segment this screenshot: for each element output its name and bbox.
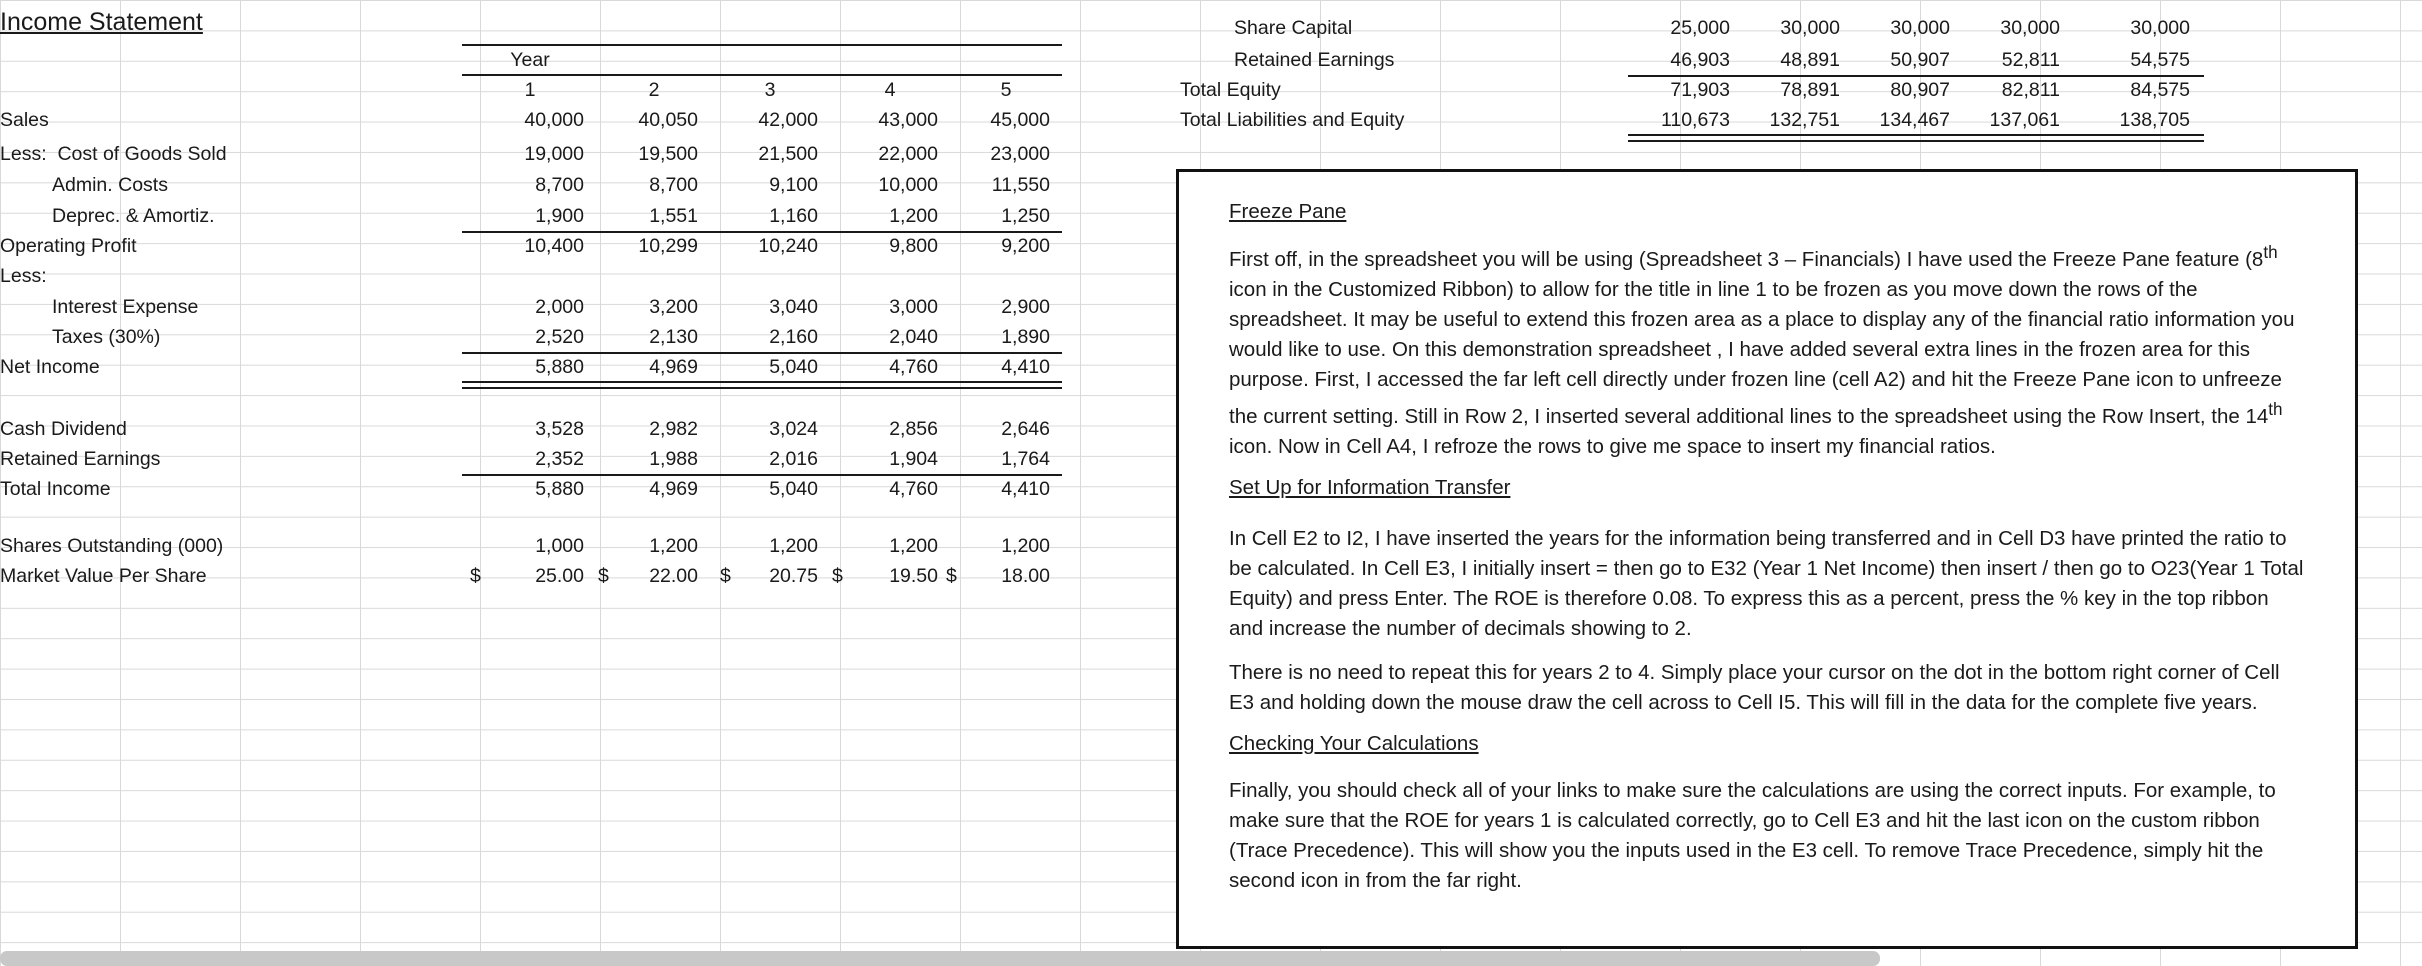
market-value-y2[interactable]: 22.00	[649, 565, 698, 587]
year-2: 2	[648, 79, 660, 101]
admin-y1[interactable]: 8,700	[535, 174, 584, 196]
interest-y4[interactable]: 3,000	[889, 296, 938, 318]
total-equity-y4[interactable]: 82,811	[2001, 79, 2060, 101]
label-total-equity: Total Equity	[1180, 79, 1281, 101]
retained-earnings-y3[interactable]: 2,016	[769, 448, 818, 470]
heading-freeze-pane: Freeze Pane	[1229, 200, 1347, 223]
year-3: 3	[764, 79, 776, 101]
year-1: 1	[524, 79, 536, 101]
market-value-y3[interactable]: 20.75	[769, 565, 818, 587]
net-income-top-border	[462, 352, 1062, 354]
total-liab-equity-y5[interactable]: 138,705	[2119, 109, 2190, 131]
share-capital-y3[interactable]: 30,000	[1890, 17, 1950, 39]
net-income-y5[interactable]: 4,410	[1001, 356, 1050, 378]
year-4: 4	[884, 79, 896, 101]
deprec-y5[interactable]: 1,250	[1001, 205, 1050, 227]
deprec-y2[interactable]: 1,551	[649, 205, 698, 227]
label-retained-earnings: Retained Earnings	[0, 448, 161, 470]
p1-part2: icon in the Customized Ribbon) to allow for the title in line 1 to be frozen as you move down the rows of the spreadsheet. It may be useful to extend this frozen area as a place to display any of the financial ratio information you would like to use. On this demonstration spreadsheet , I have added several extra lines in the frozen area for this purpose. First, I accessed the far left cell directly under frozen line (cell A2) and hit the Freeze Pane icon to unfreeze the current setting. Still in Row 2, I inserted several additional lines to the spreadsheet using the Row Insert, the 14	[1229, 277, 2295, 428]
sales-y3[interactable]: 42,000	[758, 109, 818, 131]
share-capital-y4[interactable]: 30,000	[2000, 17, 2060, 39]
total-liab-equity-y1[interactable]: 110,673	[1660, 109, 1730, 131]
paragraph-freeze-pane	[1229, 238, 2305, 462]
cash-dividend-y1[interactable]: 3,528	[535, 418, 584, 440]
header-top-border	[462, 44, 1062, 46]
shares-outstanding-y4[interactable]: 1,200	[889, 535, 938, 557]
bs-retained-earnings-y3[interactable]: 50,907	[1890, 49, 1950, 71]
total-income-y5[interactable]: 4,410	[1001, 478, 1050, 500]
cash-dividend-y4[interactable]: 2,856	[889, 418, 938, 440]
admin-y2[interactable]: 8,700	[649, 174, 698, 196]
currency-symbol-y4: $	[832, 565, 843, 587]
label-sales: Sales	[0, 109, 49, 131]
heading-info-transfer: Set Up for Information Transfer	[1229, 475, 1511, 499]
label-admin: Admin. Costs	[52, 174, 168, 196]
net-income-y3[interactable]: 5,040	[769, 356, 818, 378]
market-value-y5[interactable]: 18.00	[1001, 565, 1050, 587]
sales-y1[interactable]: 40,000	[524, 109, 584, 131]
admin-y3[interactable]: 9,100	[769, 174, 818, 196]
net-income-y2[interactable]: 4,969	[649, 356, 698, 378]
retained-earnings-y1[interactable]: 2,352	[535, 448, 584, 470]
net-income-double-border	[462, 381, 1062, 389]
label-net-income: Net Income	[0, 356, 100, 378]
interest-y3[interactable]: 3,040	[769, 296, 818, 318]
total-liab-equity-double-border	[1628, 134, 2204, 142]
label-operating-profit: Operating Profit	[0, 235, 137, 257]
total-equity-border	[1628, 75, 2204, 77]
p1-sup1: th	[2263, 243, 2278, 262]
total-income-border	[462, 474, 1062, 476]
taxes-y3[interactable]: 2,160	[769, 326, 818, 348]
interest-y2[interactable]: 3,200	[649, 296, 698, 318]
cogs-y2[interactable]: 19,500	[638, 143, 698, 165]
taxes-y4[interactable]: 2,040	[889, 326, 938, 348]
shares-outstanding-y1[interactable]: 1,000	[535, 535, 584, 557]
currency-symbol-y5: $	[946, 565, 957, 587]
operating-profit-border	[462, 231, 1062, 233]
p1-part1: First off, in the spreadsheet you will be using (Spreadsheet 3 – Financials) I have used the Freeze Pane feature (8	[1229, 247, 2264, 271]
share-capital-y2[interactable]: 30,000	[1780, 17, 1840, 39]
share-capital-y1[interactable]: 25,000	[1670, 17, 1730, 39]
total-income-y2[interactable]: 4,969	[649, 478, 698, 500]
p1-sup2: th	[2268, 399, 2283, 419]
label-bs-retained-earnings: Retained Earnings	[1234, 49, 1395, 71]
total-income-y4[interactable]: 4,760	[889, 478, 938, 500]
paragraph-fill-years: There is no need to repeat this for years 2 to 4. Simply place your cursor on the dot in the bottom right corner of Cell E3 and holding down the mouse draw the cell across to Cell I5. This will fill in the data for the complete five years.	[1229, 660, 2280, 714]
admin-y4[interactable]: 10,000	[878, 174, 938, 196]
bs-retained-earnings-y4[interactable]: 52,811	[2001, 49, 2060, 71]
header-mid-border	[462, 74, 1062, 76]
operating-profit-y3[interactable]: 10,240	[758, 235, 818, 257]
market-value-y4[interactable]: 19.50	[889, 565, 938, 587]
operating-profit-y5[interactable]: 9,200	[1001, 235, 1050, 257]
cogs-y5[interactable]: 23,000	[990, 143, 1050, 165]
label-market-value: Market Value Per Share	[0, 565, 207, 587]
instructions-text-box[interactable]	[1176, 169, 2358, 949]
taxes-y1[interactable]: 2,520	[535, 326, 584, 348]
taxes-y2[interactable]: 2,130	[649, 326, 698, 348]
label-shares-outstanding: Shares Outstanding (000)	[0, 535, 224, 557]
currency-symbol-y3: $	[720, 565, 731, 587]
label-cash-dividend: Cash Dividend	[0, 418, 127, 440]
cogs-y1[interactable]: 19,000	[524, 143, 584, 165]
total-liab-equity-y3[interactable]: 134,467	[1879, 109, 1950, 131]
cogs-y4[interactable]: 22,000	[878, 143, 938, 165]
shares-outstanding-y2[interactable]: 1,200	[649, 535, 698, 557]
sales-y5[interactable]: 45,000	[990, 109, 1050, 131]
heading-checking-calculations: Checking Your Calculations	[1229, 731, 1479, 755]
net-income-y4[interactable]: 4,760	[889, 356, 938, 378]
p1-part3: icon. Now in Cell A4, I refroze the rows to give me space to insert my financial ratios.	[1229, 434, 1996, 458]
currency-symbol-y2: $	[598, 565, 609, 587]
retained-earnings-y5[interactable]: 1,764	[1001, 448, 1050, 470]
taxes-y5[interactable]: 1,890	[1001, 326, 1050, 348]
admin-y5[interactable]: 11,550	[991, 174, 1050, 196]
sheet-title: Income Statement	[0, 8, 203, 36]
cash-dividend-y2[interactable]: 2,982	[649, 418, 698, 440]
interest-y1[interactable]: 2,000	[535, 296, 584, 318]
label-interest: Interest Expense	[52, 296, 199, 318]
total-equity-y5[interactable]: 84,575	[2130, 79, 2190, 101]
shares-outstanding-y5[interactable]: 1,200	[1001, 535, 1050, 557]
total-income-y1[interactable]: 5,880	[535, 478, 584, 500]
total-income-y3[interactable]: 5,040	[769, 478, 818, 500]
bs-retained-earnings-y2[interactable]: 48,891	[1780, 49, 1840, 71]
label-share-capital: Share Capital	[1234, 17, 1353, 39]
operating-profit-y2[interactable]: 10,299	[638, 235, 698, 257]
label-total-income: Total Income	[0, 478, 111, 500]
share-capital-y5[interactable]: 30,000	[2130, 17, 2190, 39]
label-taxes: Taxes (30%)	[52, 326, 161, 348]
cogs-y3[interactable]: 21,500	[758, 143, 818, 165]
label-cogs: Less: Cost of Goods Sold	[0, 143, 227, 165]
paragraph-checking: Finally, you should check all of your links to make sure the calculations are using the correct inputs. For example, to make sure that the ROE for years 1 is calculated correctly, go to Cell E3 and hit the last icon on the custom ribbon (Trace Precedence). This will show you the inputs used in the E3 cell. To remove Trace Precedence, simply hit the second icon in from the far right.	[1229, 778, 2276, 892]
shares-outstanding-y3[interactable]: 1,200	[769, 535, 818, 557]
year-header: Year	[510, 49, 550, 71]
sales-y2[interactable]: 40,050	[638, 109, 698, 131]
cash-dividend-y3[interactable]: 3,024	[769, 418, 818, 440]
bs-retained-earnings-y1[interactable]: 46,903	[1670, 49, 1730, 71]
operating-profit-y1[interactable]: 10,400	[524, 235, 584, 257]
paragraph-info-transfer: In Cell E2 to I2, I have inserted the years for the information being transferred and in Cell D3 have printed the ratio to be calculated. In Cell E3, I initially insert = then go to E32 (Year 1 Net Income) then insert / then go to O23(Year 1 Total Equity) and press Enter. The ROE is therefore 0.08. To express this as a percent, press the % key in the top ribbon and increase the number of decimals showing to 2.	[1229, 526, 2304, 640]
retained-earnings-y2[interactable]: 1,988	[649, 448, 698, 470]
label-deprec: Deprec. & Amortiz.	[52, 205, 215, 227]
deprec-y1[interactable]: 1,900	[535, 205, 584, 227]
sales-y4[interactable]: 43,000	[878, 109, 938, 131]
total-equity-y3[interactable]: 80,907	[1890, 79, 1950, 101]
total-equity-y1[interactable]: 71,903	[1670, 79, 1730, 101]
interest-y5[interactable]: 2,900	[1001, 296, 1050, 318]
retained-earnings-y4[interactable]: 1,904	[889, 448, 938, 470]
label-total-liab-equity: Total Liabilities and Equity	[1180, 109, 1405, 131]
operating-profit-y4[interactable]: 9,800	[889, 235, 938, 257]
bs-retained-earnings-y5[interactable]: 54,575	[2130, 49, 2190, 71]
market-value-y1[interactable]: 25.00	[535, 565, 584, 587]
year-5: 5	[1000, 79, 1012, 101]
horizontal-scrollbar[interactable]	[0, 951, 1880, 966]
cash-dividend-y5[interactable]: 2,646	[1001, 418, 1050, 440]
label-less: Less:	[0, 265, 47, 287]
deprec-y3[interactable]: 1,160	[769, 205, 818, 227]
total-equity-y2[interactable]: 78,891	[1780, 79, 1840, 101]
total-liab-equity-y4[interactable]: 137,061	[1989, 109, 2060, 131]
deprec-y4[interactable]: 1,200	[889, 205, 938, 227]
total-liab-equity-y2[interactable]: 132,751	[1769, 109, 1840, 131]
currency-symbol-y1: $	[470, 565, 481, 587]
net-income-y1[interactable]: 5,880	[535, 356, 584, 378]
